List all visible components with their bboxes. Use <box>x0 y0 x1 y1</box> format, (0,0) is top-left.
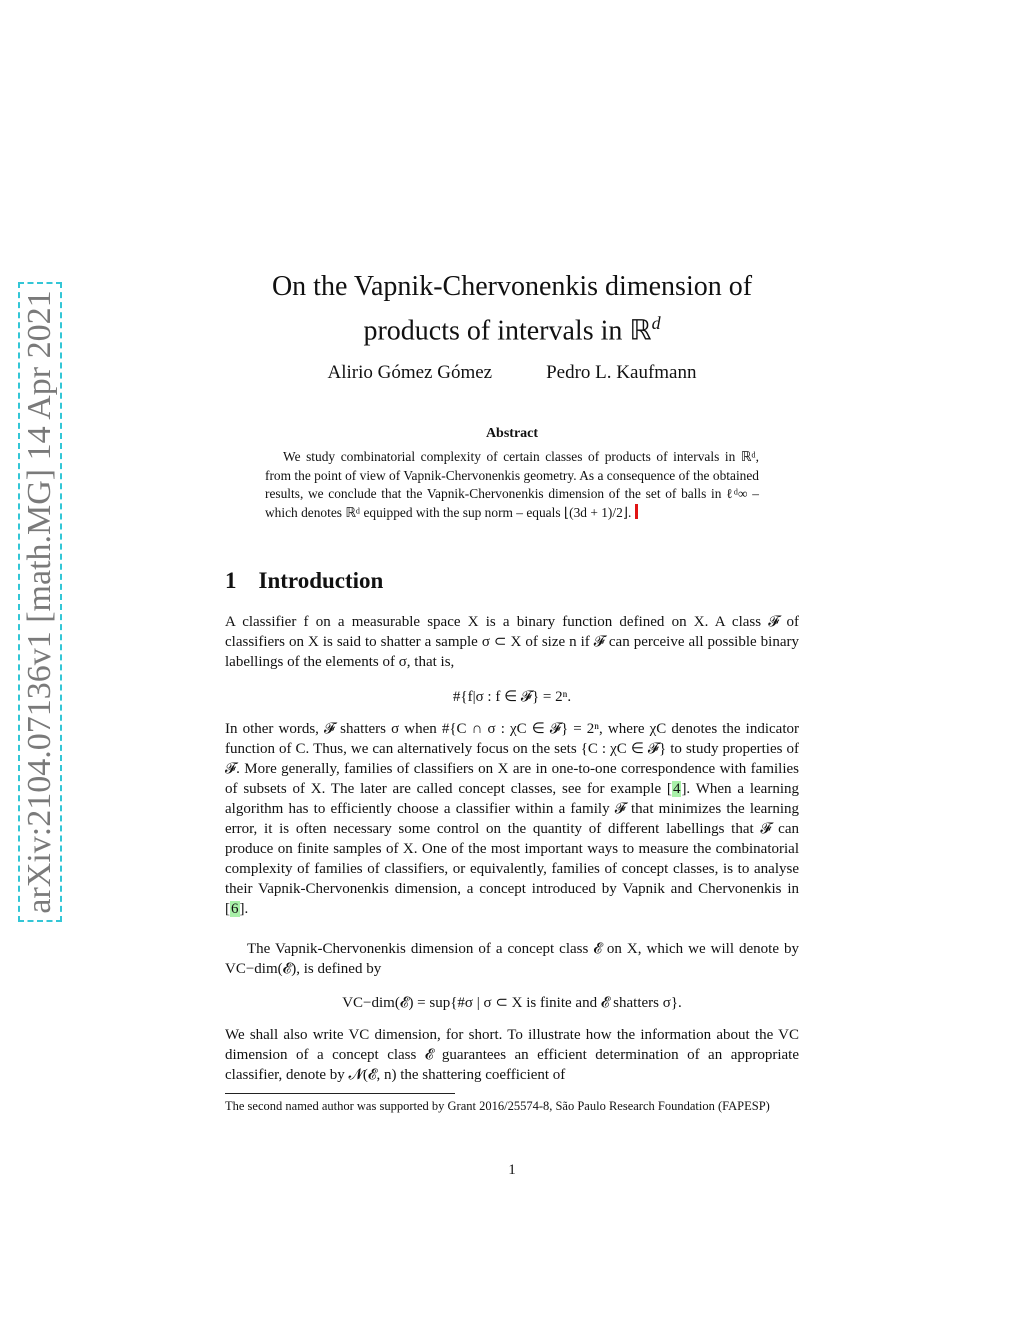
section-number: 1 <box>225 568 237 593</box>
equation-2: VC−dim(𝓔) = sup{#σ | σ ⊂ X is finite and 𝓔 shatters σ}. <box>342 995 682 1011</box>
arxiv-identifier: arXiv:2104.07136v1 [math.MG] 14 Apr 2021 <box>21 290 58 914</box>
title-line-2: products of intervals in ℝ$^d$ <box>363 313 661 347</box>
citation-link-6[interactable]: 6 <box>231 901 239 917</box>
section-title: Introduction <box>258 568 384 593</box>
author-list <box>200 362 824 384</box>
paper-title <box>200 268 824 349</box>
paragraph-1: A classifier f on a measurable space X is a binary function defined on X. A class 𝓕 of classifiers on X is said to shatter a sample σ ⊂ X of size n if 𝓕 can perceive all possible binary labellings of the elements of σ, that is, <box>225 614 799 670</box>
author-2: Pedro L. Kaufmann <box>546 362 697 383</box>
author-1: Alirio Gómez Gómez <box>327 362 493 383</box>
edit-mark <box>635 504 638 519</box>
footnote: The second named author was supported by Grant 2016/25574-8, São Paulo Research Foundation (FAPESP) <box>225 1099 770 1113</box>
abstract-text: We study combinatorial complexity of certain classes of products of intervals in ℝᵈ, from the point of view of Vapnik-Chervonenkis geometry. As a consequence of the obtained results, we conclude that the Vapnik-Chervonenkis dimension of the set of balls in ℓᵈ∞ – which denotes ℝᵈ equipped with the sup norm – equals ⌊(3d + 1)/2⌋. <box>265 449 759 520</box>
title-line-1: On the Vapnik-Chervonenkis dimension of <box>271 271 753 302</box>
arxiv-identifier-box[interactable] <box>18 282 62 922</box>
abstract-heading: Abstract <box>485 426 539 441</box>
citation-link-4[interactable]: 4 <box>672 781 681 797</box>
section-heading <box>225 568 383 594</box>
footnote-rule <box>225 1093 455 1094</box>
paragraph-2: In other words, 𝓕 shatters σ when #{C ∩ σ : χC ∈ 𝓕} = 2ⁿ, where χC denotes the indicator function of C. Thus, we can alternatively focus on the sets {C : χC ∈ 𝓕} to study properties of 𝓕. More generally, families of classifiers on X are in one-to-one correspondence with families of subsets of X. The later are called concept classes, see for example [4]. When a learning algorithm has to efficiently choose a classifier within a family 𝓕 that minimizes the learning error, it is often necessary some control on the quantity of different labellings that 𝓕 can produce on finite samples of X. One of the most important ways to measure the combinatorial complexity of families of classifiers, or equivalently, families of concept classes, is to analyse their Vapnik-Chervonenkis dimension, a concept introduced by Vapnik and Chervonenkis in [6]. <box>225 721 800 917</box>
paragraph-3: The Vapnik-Chervonenkis dimension of a concept class 𝓔 on X, which we will denote by VC−dim(𝓔), is defined by <box>225 941 799 977</box>
equation-1: #{f|σ : f ∈ 𝓕} = 2ⁿ. <box>452 689 572 705</box>
page-number: 1 <box>508 1162 516 1178</box>
paragraph-4: We shall also write VC dimension, for short. To illustrate how the information about the VC dimension of a concept class 𝓔 guarantees an efficient determination of an appropriate classifier, denote by 𝓝(𝓔, n) the shattering coefficient of <box>225 1027 799 1083</box>
